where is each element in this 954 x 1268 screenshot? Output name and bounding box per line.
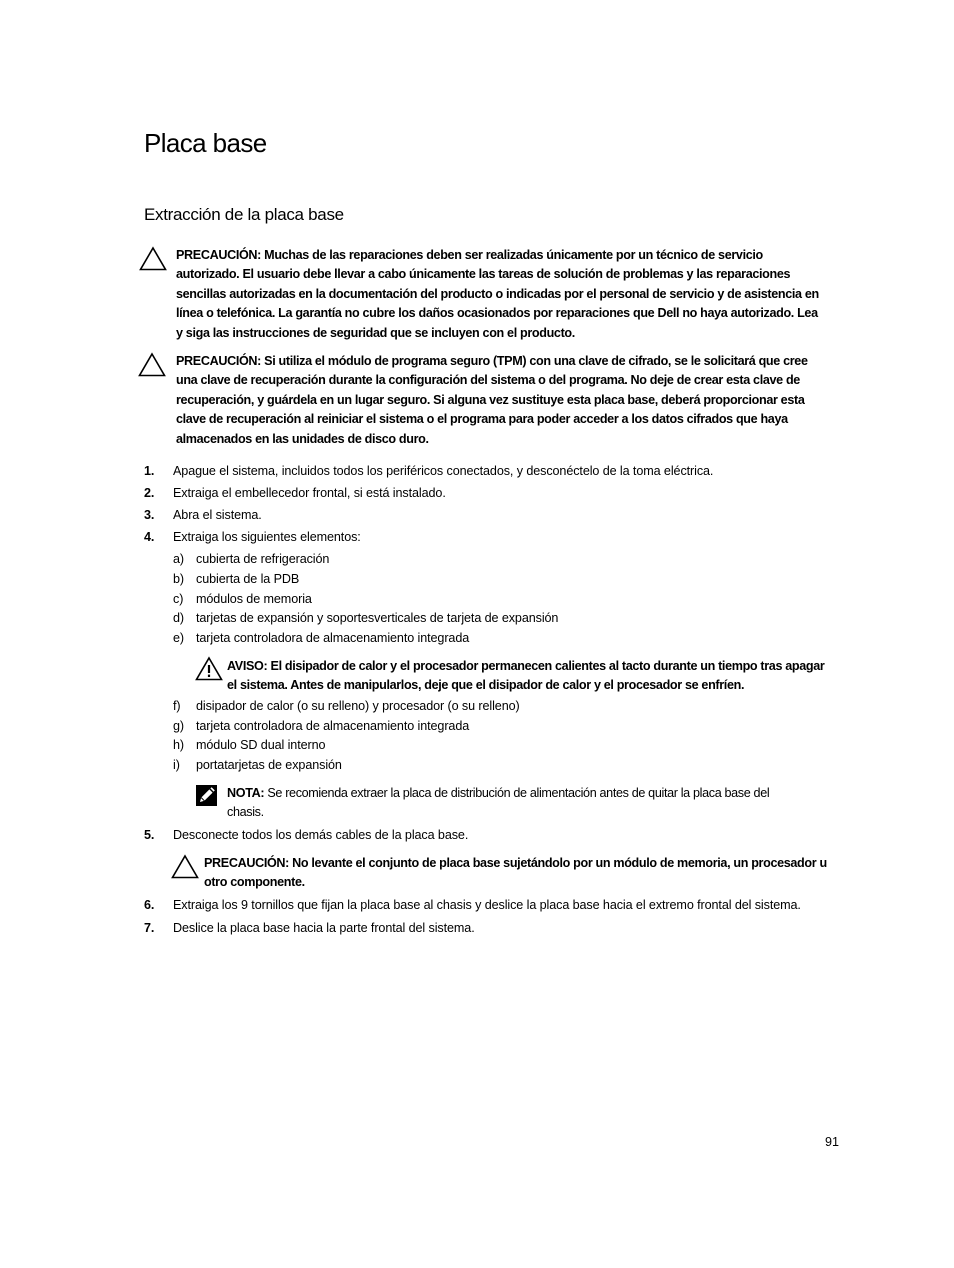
warning-notice xyxy=(227,657,867,696)
page-number: 91 xyxy=(825,1135,840,1149)
note-line: NOTA: Se recomienda extraer la placa de distribución de alimentación antes de quitar la placa base del xyxy=(227,786,770,800)
note-line: chasis. xyxy=(227,805,264,820)
step-number: 1. xyxy=(144,464,155,478)
sub-item-text: disipador de calor (o su relleno) y procesador (o su relleno) xyxy=(196,699,520,713)
sub-item-text: módulos de memoria xyxy=(196,592,312,606)
caution-line: PRECAUCIÓN: Muchas de las reparaciones deben ser realizadas únicamente por un técnico de servicio xyxy=(176,248,763,262)
step-number: 3. xyxy=(144,508,155,522)
caution-line: recuperación, y guárdela en un lugar seguro. Si alguna vez sustituye esta placa base, deberá proporcionar esta xyxy=(176,392,805,407)
caution-label: PRECAUCIÓN: xyxy=(176,354,262,368)
caution-line: autorizado. El usuario debe llevar a cabo únicamente las tareas de solución de problemas y las reparaciones xyxy=(176,267,791,282)
caution-line: y siga las instrucciones de seguridad que se incluyen con el producto. xyxy=(176,325,575,340)
caution-triangle-icon xyxy=(139,246,167,271)
step-text: Extraiga los siguientes elementos: xyxy=(173,530,361,544)
sub-item-text: módulo SD dual interno xyxy=(196,738,326,752)
step-number: 4. xyxy=(144,530,155,544)
caution-notice-2 xyxy=(176,352,856,449)
section-heading: Extracción de la placa base xyxy=(144,205,344,224)
step-text: Extraiga los 9 tornillos que fijan la placa base al chasis y deslice la placa base hacia el extremo frontal del sistema. xyxy=(173,898,801,912)
note-label: NOTA: xyxy=(227,786,265,800)
note-notice xyxy=(227,784,867,823)
step-number: 5. xyxy=(144,828,155,842)
sub-item-letter: a) xyxy=(173,552,184,566)
caution-line: línea o telefónica. La garantía no cubre los daños ocasionados por reparaciones que Dell no haya autorizado. Lea xyxy=(176,306,818,321)
warning-line: AVISO: El disipador de calor y el procesador permanecen calientes al tacto durante un tiempo tras apagar xyxy=(227,659,825,673)
step-number: 2. xyxy=(144,486,155,500)
sub-item-letter: b) xyxy=(173,572,184,586)
caution-line: PRECAUCIÓN: No levante el conjunto de placa base sujetándolo por un módulo de memoria, un procesador u xyxy=(204,856,827,870)
step-text: Deslice la placa base hacia la parte frontal del sistema. xyxy=(173,921,475,935)
sub-item-letter: e) xyxy=(173,631,184,645)
caution-line: otro componente. xyxy=(204,875,305,890)
caution-triangle-icon xyxy=(171,854,199,879)
step-number: 6. xyxy=(144,898,155,912)
sub-item-letter: c) xyxy=(173,592,184,606)
warning-label: AVISO: xyxy=(227,659,268,673)
page-title: Placa base xyxy=(144,128,267,158)
caution-notice-3 xyxy=(204,854,864,893)
step-text: Apague el sistema, incluidos todos los periféricos conectados, y desconéctelo de la toma eléctrica. xyxy=(173,464,714,478)
step-text: Extraiga el embellecedor frontal, si está instalado. xyxy=(173,486,446,500)
sub-item-letter: f) xyxy=(173,699,181,713)
warning-triangle-icon xyxy=(195,656,223,681)
warning-line: el sistema. Antes de manipularlos, deje que el disipador de calor y el procesador se enfríen. xyxy=(227,678,745,693)
step-text: Desconecte todos los demás cables de la placa base. xyxy=(173,828,469,842)
sub-item-letter: d) xyxy=(173,611,184,625)
caution-line: almacenados en las unidades de disco duro. xyxy=(176,431,429,446)
sub-item-text: tarjeta controladora de almacenamiento integrada xyxy=(196,631,470,645)
sub-item-text: cubierta de refrigeración xyxy=(196,552,330,566)
sub-item-text: tarjetas de expansión y soportesverticales de tarjeta de expansión xyxy=(196,611,559,625)
sub-item-text: portatarjetas de expansión xyxy=(196,758,342,772)
caution-label: PRECAUCIÓN: xyxy=(176,248,262,262)
caution-line: PRECAUCIÓN: Si utiliza el módulo de programa seguro (TPM) con una clave de cifrado, se le solicitará que cree xyxy=(176,354,808,368)
note-pencil-icon xyxy=(196,785,217,806)
caution-line: clave de recuperación al reiniciar el sistema o el programa para poder acceder a los datos cifrados que haya xyxy=(176,412,788,427)
caution-line: sencillas autorizadas en la documentación del producto o indicadas por el personal de servicio y de asistencia en xyxy=(176,286,819,301)
sub-item-text: cubierta de la PDB xyxy=(196,572,300,586)
sub-item-letter: i) xyxy=(173,758,180,772)
step-number: 7. xyxy=(144,921,155,935)
caution-label: PRECAUCIÓN: xyxy=(204,856,290,870)
sub-item-letter: h) xyxy=(173,738,184,752)
sub-item-letter: g) xyxy=(173,719,184,733)
caution-line: una clave de recuperación durante la configuración del sistema o del programa. No deje de crear esta clave de xyxy=(176,373,800,388)
step-text: Abra el sistema. xyxy=(173,508,262,522)
caution-notice-1 xyxy=(176,246,856,343)
caution-triangle-icon xyxy=(138,352,166,377)
sub-item-text: tarjeta controladora de almacenamiento integrada xyxy=(196,719,470,733)
